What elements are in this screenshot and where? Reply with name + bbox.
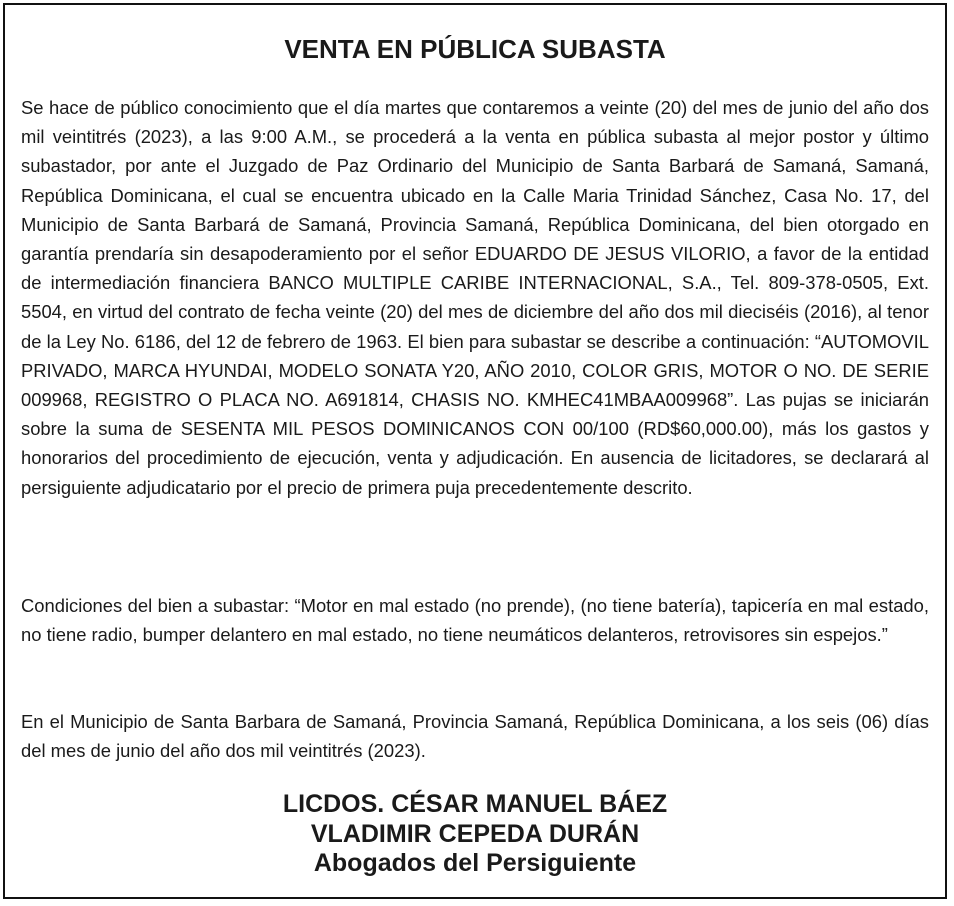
- signature-lawyer-1: LICDOS. CÉSAR MANUEL BÁEZ: [282, 790, 668, 818]
- asset-conditions-paragraph: Condiciones del bien a subastar: “Motor en mal estado (no prende), (no tiene batería), tapicería en mal estado, no tiene radio, bumper delantero en mal estado, no tiene neumáticos delanteros, retrovisores sin espejos.”: [21, 595, 929, 646]
- legal-notice: [3, 3, 947, 899]
- signature-lawyer-2: VLADIMIR CEPEDA DURÁN: [310, 819, 640, 848]
- notice-title: VENTA EN PÚBLICA SUBASTA: [284, 34, 666, 64]
- place-date-paragraph: En el Municipio de Santa Barbara de Samaná, Provincia Samaná, República Dominicana, a los seis (06) días del mes de junio del año dos mil veintitrés (2023).: [21, 711, 929, 762]
- signature-role: Abogados del Persiguiente: [313, 849, 637, 877]
- auction-details-paragraph: Se hace de público conocimiento que el día martes que contaremos a veinte (20) del mes de junio del año dos mil veintitrés (2023), a las 9:00 A.M., se procederá a la venta en pública subasta al mejor postor y último subastador, por ante el Juzgado de Paz Ordinario del Municipio de Santa Barbará de Samaná, Samaná, República Dominicana, el cual se encuentra ubicado en la Calle Maria Trinidad Sánchez, Casa No. 17, del Municipio de Santa Barbará de Samaná, Provincia Samaná, República Dominicana, del bien otorgado en garantía prendaría sin desapoderamiento por el señor EDUARDO DE JESUS VILORIO, a favor de la entidad de intermediación financiera BANCO MULTIPLE CARIBE INTERNACIONAL, S.A., Tel. 809-378-0505, Ext. 5504, en virtud del contrato de fecha veinte (20) del mes de diciembre del año dos mil dieciséis (2016), al tenor de la Ley No. 6186, del 12 de febrero de 1963. El bien para subastar se describe a continuación: “AUTOMOVIL PRIVADO, MARCA HYUNDAI, MODELO SONATA Y20, AÑO 2010, COLOR GRIS, MOTOR O NO. DE SERIE 009968, REGISTRO O PLACA NO. A691814, CHASIS NO. KMHEC41MBAA009968”. Las pujas se iniciarán sobre la suma de SESENTA MIL PESOS DOMINICANOS CON 00/100 (RD$60,000.00), más los gastos y honorarios del procedimiento de ejecución, venta y adjudicación. En ausencia de licitadores, se declarará al persiguiente adjudicatario por el precio de primera puja precedentemente descrito.: [21, 97, 929, 498]
- signature-block: [5, 790, 945, 879]
